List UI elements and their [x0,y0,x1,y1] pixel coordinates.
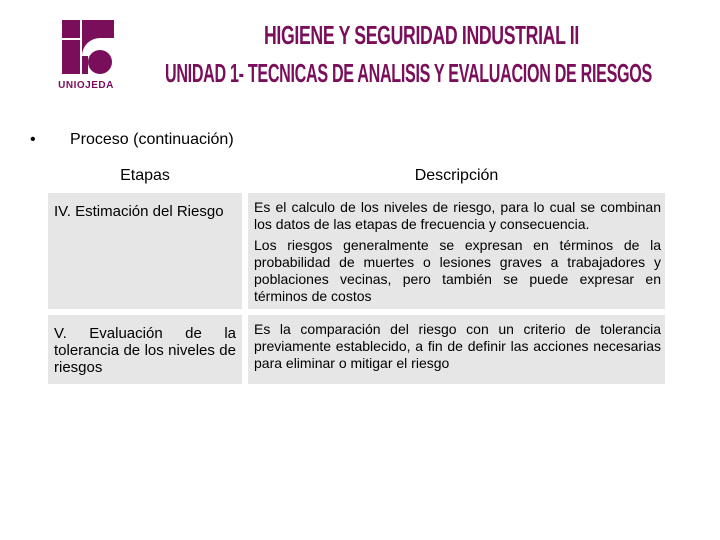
bullet-symbol: • [30,131,36,148]
course-title: HIGIENE Y SEGURIDAD INDUSTRIAL II [264,20,579,50]
descripcion-cell [248,193,665,309]
column-header-etapas: Etapas [120,167,170,184]
process-table [48,161,665,384]
table-row [48,193,665,309]
descripcion-paragraph: Es la comparación del riesgo con un criterio de tolerancia previamente establecido, a fin de definir las acciones necesarias para eliminar o mitigar el riesgo [254,321,661,371]
etapa-cell: V. Evaluación de la tolerancia de los niveles de riesgos [48,315,242,384]
descripcion-paragraph: Los riesgos generalmente se expresan en términos de la probabilidad de muertes o lesiones graves a trabajadores y poblaciones vecinas, pero también se puede expresar en términos de costos [254,237,661,304]
bullet-text: Proceso (continuación) [70,131,234,148]
logo-text: UNIOJEDA [58,80,114,91]
table-header-row [48,161,665,193]
column-header-descripcion: Descripción [414,167,499,184]
etapa-cell: IV. Estimación del Riesgo [48,193,242,309]
descripcion-cell [248,315,665,384]
table-row [48,315,665,384]
unit-title: UNIDAD 1- TECNICAS DE ANALISIS Y EVALUACION DE RIESGOS [165,58,652,88]
descripcion-paragraph: Es el calculo de los niveles de riesgo, para lo cual se combinan los datos de las etapas de frecuencia y consecuencia. [254,199,661,232]
